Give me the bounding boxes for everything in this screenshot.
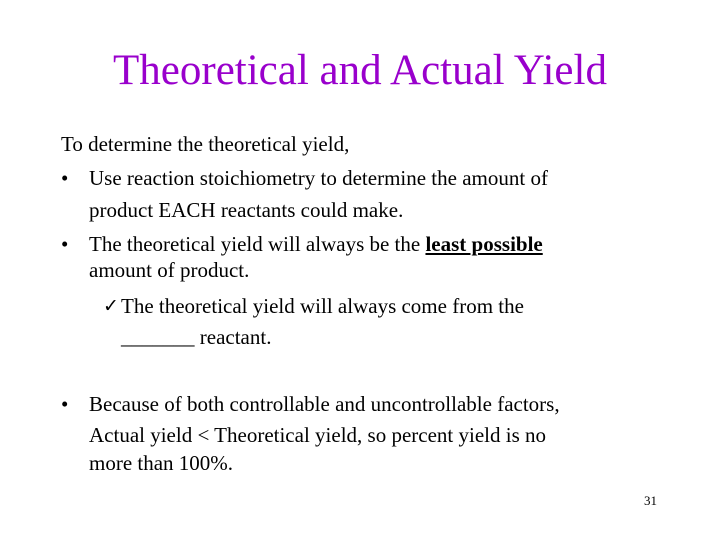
bullet-marker: • [61,392,69,416]
bullet-marker: • [61,232,69,256]
checkmark-icon: ✓ [103,295,119,317]
bullet2-line2: amount of product. [89,258,250,282]
intro-text: To determine the theoretical yield, [61,132,350,156]
bullet1-line2: product EACH reactants could make. [89,198,404,222]
bullet-marker: • [61,166,69,190]
bullet3-line2: Actual yield < Theoretical yield, so percent yield is no [89,423,546,447]
bullet1-line1: Use reaction stoichiometry to determine the amount of [89,166,548,190]
sub-bullet-line2: _______ reactant. [121,325,272,349]
least-possible-emphasis: least possible [425,232,543,256]
bullet3-line1: Because of both controllable and uncontrollable factors, [89,392,560,416]
bullet3-line3: more than 100%. [89,451,234,475]
sub-bullet-line1: The theoretical yield will always come from the [121,294,524,318]
bullet2-prefix: The theoretical yield will always be the [89,232,426,256]
slide-title: Theoretical and Actual Yield [113,47,607,94]
page-number: 31 [644,493,657,508]
bullet2-line1 [89,231,543,257]
